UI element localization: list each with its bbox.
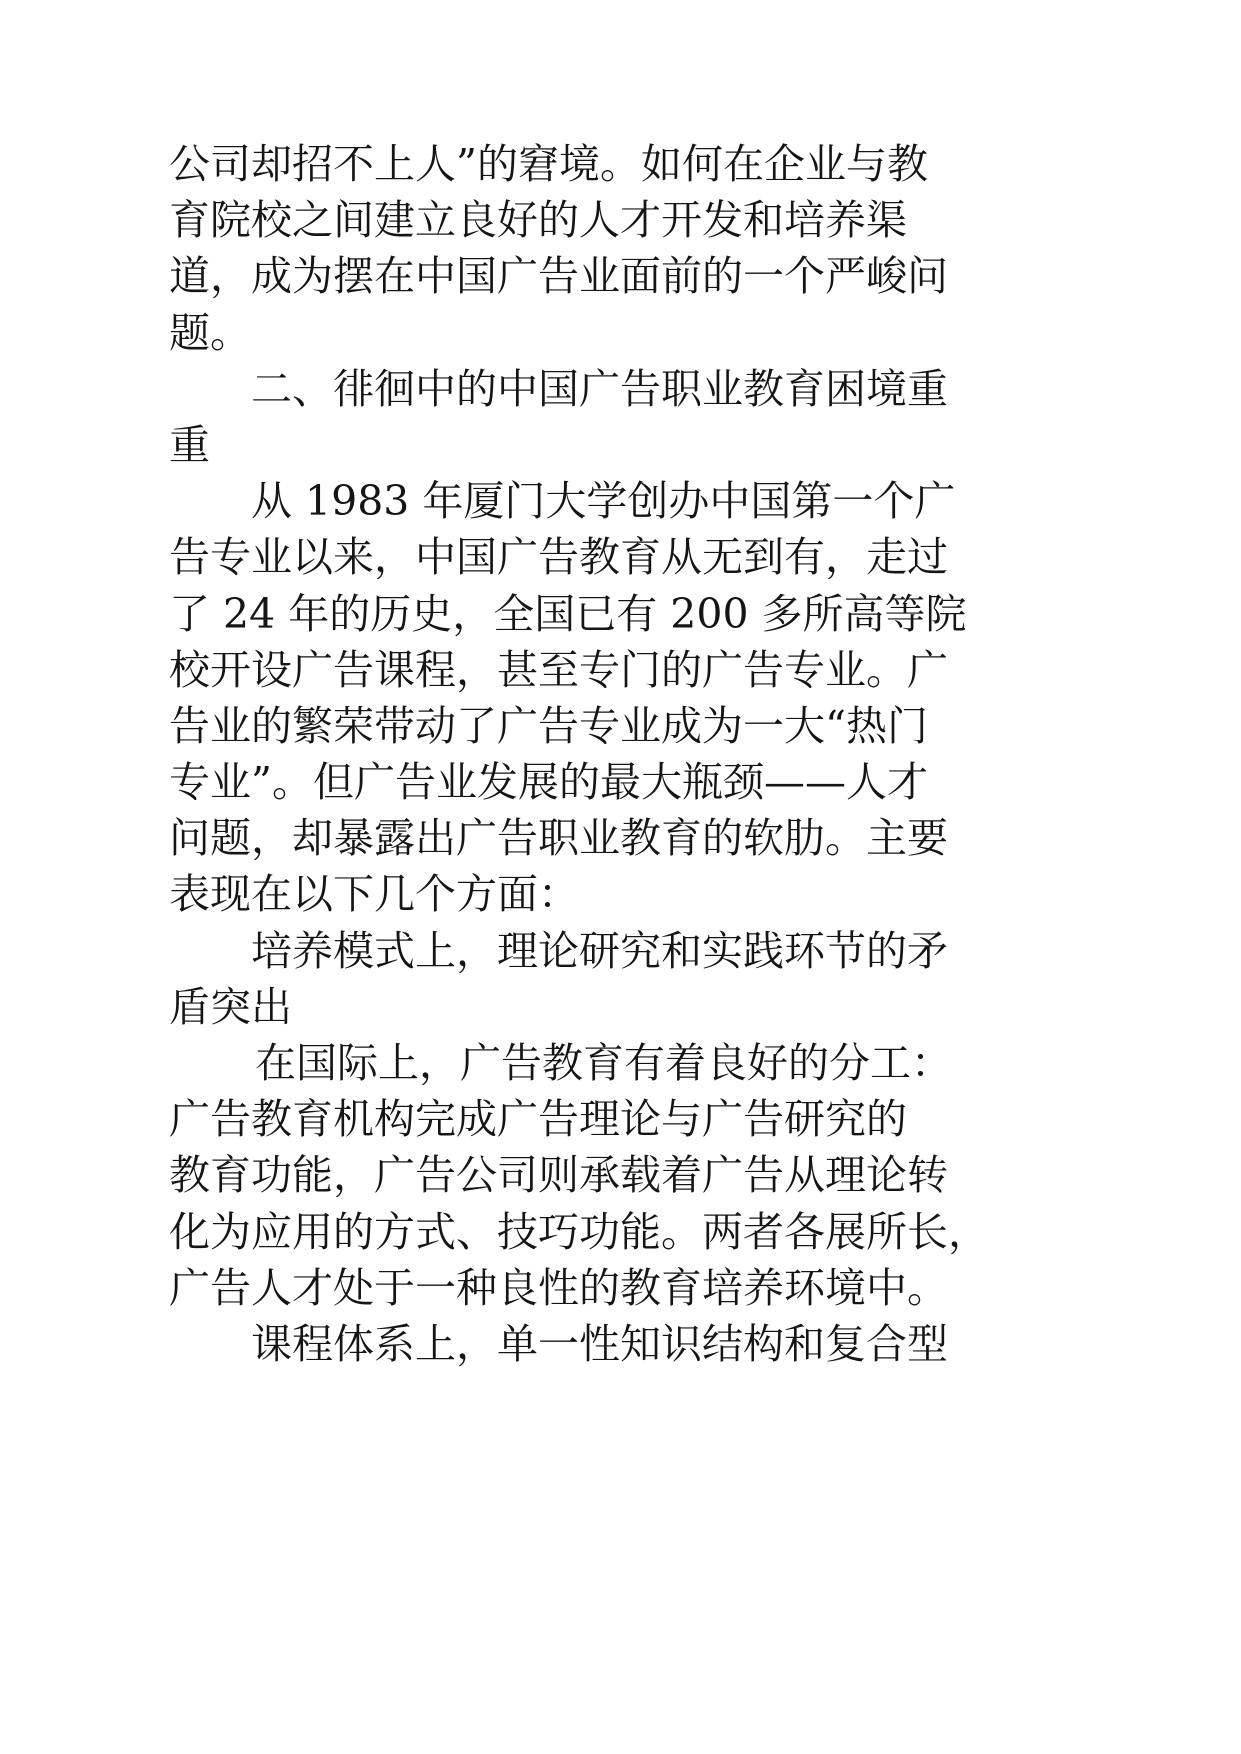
- text-line: 问题，却暴露出广告职业教育的软肋。主要: [169, 814, 948, 863]
- text-line: 告专业以来，中国广告教育从无到有，走过: [169, 533, 948, 582]
- body-text: [169, 136, 989, 1372]
- subheading-cont: 盾突出: [169, 982, 292, 1031]
- text-line: 化为应用的方式、技巧功能。两者各展所长，: [169, 1207, 989, 1256]
- text-line: 校开设广告课程，甚至专门的广告专业。广: [169, 645, 948, 694]
- text-line: 从 1983 年厦门大学创办中国第一个广: [251, 477, 956, 526]
- text-line: 表现在以下几个方面：: [169, 870, 579, 919]
- text-line: 育院校之间建立良好的人才开发和培养渠: [169, 196, 907, 245]
- text-line: 公司却招不上人”的窘境。如何在企业与教: [169, 140, 928, 188]
- text-line: 道，成为摆在中国广告业面前的一个严峻问: [169, 252, 948, 301]
- section-heading-cont: 重: [169, 420, 210, 469]
- text-line: 告业的繁荣带动了广告专业成为一大“热门: [169, 701, 928, 750]
- subheading: 课程体系上，单一性知识结构和复合型: [251, 1319, 948, 1368]
- subheading: 培养模式上，理论研究和实践环节的矛: [251, 926, 948, 975]
- text-line: 题。: [169, 308, 251, 357]
- text-line: 专业”。但广告业发展的最大瓶颈——人才: [169, 758, 928, 807]
- text-line: 在国际上，广告教育有着良好的分工：: [255, 1039, 952, 1087]
- text-line: 教育功能，广告公司则承载着广告从理论转: [169, 1151, 948, 1200]
- text-line: 广告教育机构完成广告理论与广告研究的: [169, 1095, 907, 1144]
- text-line: 广告人才处于一种良性的教育培养环境中。: [169, 1263, 948, 1312]
- text-line: 了 24 年的历史，全国已有 200 多所高等院: [169, 589, 967, 638]
- section-heading: 二、徘徊中的中国广告职业教育困境重: [251, 364, 948, 413]
